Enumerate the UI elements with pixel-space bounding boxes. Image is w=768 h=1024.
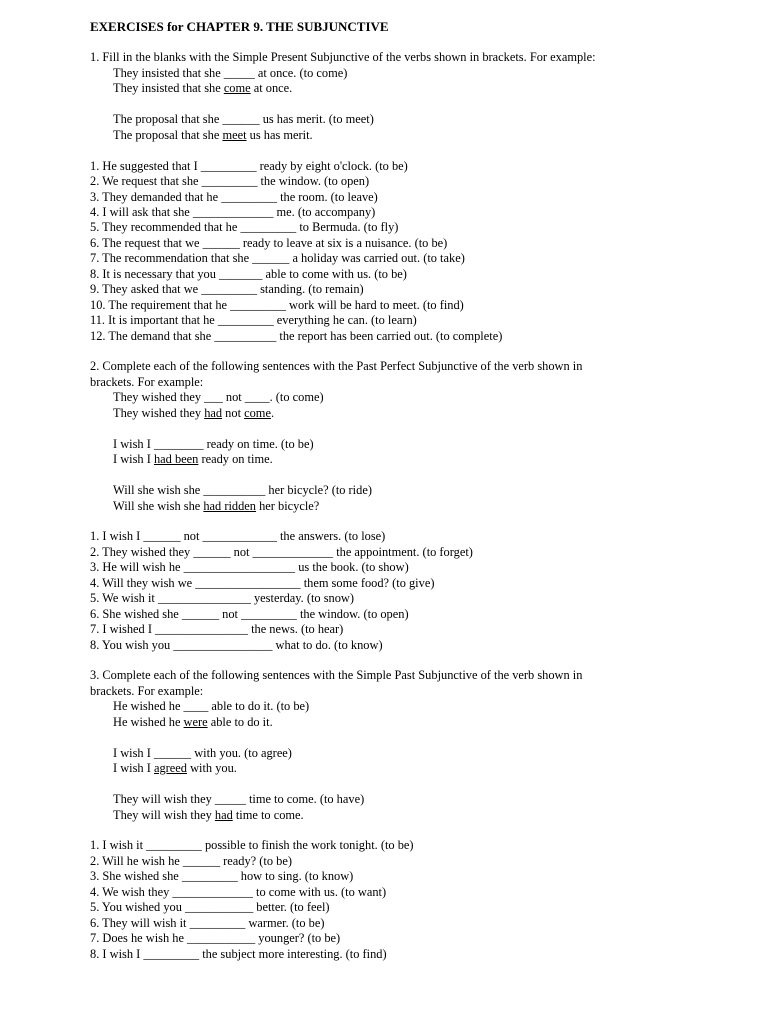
- section-instruction: 1. Fill in the blanks with the Simple Present Subjunctive of the verbs shown in brackets. For example:: [90, 50, 596, 65]
- example-answer-word: had: [214, 807, 233, 822]
- example-text: They insisted that she _____ at once. (to come): [113, 65, 348, 80]
- exercise-item: 7. The recommendation that she ______ a holiday was carried out. (to take): [90, 251, 465, 266]
- exercise-item: 9. They asked that we _________ standing. (to remain): [90, 282, 364, 297]
- worksheet-page: [90, 19, 760, 962]
- section-instruction: 3. Complete each of the following sentences with the Simple Past Subjunctive of the verb shown in: [90, 668, 583, 683]
- example-answer: [90, 81, 760, 96]
- example-text: He wished he ____ able to do it. (to be): [113, 699, 310, 714]
- example-text: able to do it.: [207, 714, 273, 729]
- example-answer-word: had been: [153, 452, 199, 467]
- spacer: [90, 777, 760, 792]
- example-prompt: [90, 746, 760, 761]
- example-answer-word: come: [223, 81, 251, 96]
- page-title: EXERCISES for CHAPTER 9. THE SUBJUNCTIVE: [90, 19, 389, 34]
- example-text: Will she wish she: [113, 498, 204, 513]
- example-answer: [90, 499, 760, 514]
- exercise-item: 1. I wish it _________ possible to finish the work tonight. (to be): [90, 838, 414, 853]
- exercise-item: 2. They wished they ______ not _____________ the appointment. (to forget): [90, 544, 473, 559]
- example-answer: [90, 808, 760, 823]
- example-text: They wished they: [113, 405, 205, 420]
- example-answer: [90, 128, 760, 143]
- spacer: [90, 143, 760, 158]
- example-answer: [90, 715, 760, 730]
- exercise-section-1: [90, 50, 760, 344]
- exercise-item: 2. We request that she _________ the window. (to open): [90, 174, 370, 189]
- exercise-item: 4. We wish they _____________ to come with us. (to want): [90, 884, 387, 899]
- exercise-item: 4. I will ask that she _____________ me. (to accompany): [90, 204, 376, 219]
- section-instruction: brackets. For example:: [90, 683, 204, 698]
- example-prompt: [90, 699, 760, 714]
- spacer: [90, 823, 760, 838]
- example-text: He wished he: [113, 714, 184, 729]
- example-answer: [90, 452, 760, 467]
- example-text: They wished they ___ not ____. (to come): [113, 390, 324, 405]
- example-answer-word: meet: [222, 127, 247, 142]
- example-text: with you.: [186, 761, 237, 776]
- exercise-item: 5. You wished you ___________ better. (to feel): [90, 900, 330, 915]
- example-text: I wish I: [113, 452, 154, 467]
- example-text: ready on time.: [198, 452, 273, 467]
- example-text: I wish I ______ with you. (to agree): [113, 745, 292, 760]
- exercise-section-3: [90, 668, 760, 962]
- exercise-item: 12. The demand that she __________ the report has been carried out. (to complete): [90, 328, 503, 343]
- example-text: They insisted that she: [113, 81, 224, 96]
- exercise-item: 10. The requirement that he _________ work will be hard to meet. (to find): [90, 297, 464, 312]
- exercise-section-2: [90, 359, 760, 653]
- example-text: The proposal that she: [113, 127, 223, 142]
- example-text: I wish I ________ ready on time. (to be): [113, 436, 314, 451]
- section-instruction: 2. Complete each of the following sentences with the Past Perfect Subjunctive of the verb shown in: [90, 359, 583, 374]
- exercise-item: 2. Will he wish he ______ ready? (to be): [90, 853, 292, 868]
- exercise-item: 8. It is necessary that you _______ able to come with us. (to be): [90, 266, 407, 281]
- exercise-item: 1. I wish I ______ not ____________ the answers. (to lose): [90, 529, 386, 544]
- example-text: us has merit.: [246, 127, 313, 142]
- example-prompt: [90, 792, 760, 807]
- spacer: [90, 97, 760, 112]
- exercise-item: 3. He will wish he __________________ us the book. (to show): [90, 560, 409, 575]
- exercise-item: 3. She wished she _________ how to sing. (to know): [90, 869, 354, 884]
- exercise-item: 11. It is important that he _________ everything he can. (to learn): [90, 313, 417, 328]
- exercise-item: 5. We wish it _______________ yesterday. (to snow): [90, 591, 354, 606]
- example-text: at once.: [250, 81, 293, 96]
- example-prompt: [90, 437, 760, 452]
- example-answer-word: had ridden: [203, 498, 257, 513]
- example-text: I wish I: [113, 761, 154, 776]
- exercise-item: 7. Does he wish he ___________ younger? (to be): [90, 931, 341, 946]
- exercise-item: 3. They demanded that he _________ the room. (to leave): [90, 189, 378, 204]
- example-text: time to come.: [232, 807, 304, 822]
- spacer: [90, 421, 760, 436]
- exercise-item: 5. They recommended that he _________ to Bermuda. (to fly): [90, 220, 399, 235]
- example-answer-word: come: [244, 405, 271, 420]
- example-answer-word: were: [183, 714, 208, 729]
- spacer: [90, 468, 760, 483]
- example-text: her bicycle?: [256, 498, 320, 513]
- spacer: [90, 514, 760, 529]
- example-answer-word: had: [204, 405, 223, 420]
- example-answer: [90, 406, 760, 421]
- exercise-item: 6. The request that we ______ ready to leave at six is a nuisance. (to be): [90, 235, 448, 250]
- exercise-item: 6. They will wish it _________ warmer. (to be): [90, 915, 325, 930]
- example-prompt: [90, 66, 760, 81]
- exercise-content: [90, 50, 760, 962]
- example-text: They will wish they _____ time to come. (to have): [113, 792, 365, 807]
- section-instruction: brackets. For example:: [90, 374, 204, 389]
- section-spacer: [90, 344, 760, 359]
- example-answer: [90, 761, 760, 776]
- example-text: .: [270, 405, 275, 420]
- example-text: not: [222, 405, 245, 420]
- spacer: [90, 730, 760, 745]
- section-spacer: [90, 653, 760, 668]
- exercise-item: 6. She wished she ______ not _________ the window. (to open): [90, 606, 409, 621]
- exercise-item: 7. I wished I _______________ the news. (to hear): [90, 622, 344, 637]
- exercise-item: 8. I wish I _________ the subject more interesting. (to find): [90, 946, 387, 961]
- example-text: The proposal that she ______ us has merit. (to meet): [113, 112, 374, 127]
- example-text: Will she wish she __________ her bicycle? (to ride): [113, 483, 372, 498]
- example-prompt: [90, 112, 760, 127]
- example-prompt: [90, 483, 760, 498]
- exercise-item: 1. He suggested that I _________ ready by eight o'clock. (to be): [90, 158, 408, 173]
- exercise-item: 8. You wish you ________________ what to do. (to know): [90, 637, 383, 652]
- example-prompt: [90, 390, 760, 405]
- example-answer-word: agreed: [153, 761, 187, 776]
- example-text: They will wish they: [113, 807, 215, 822]
- exercise-item: 4. Will they wish we _________________ them some food? (to give): [90, 575, 435, 590]
